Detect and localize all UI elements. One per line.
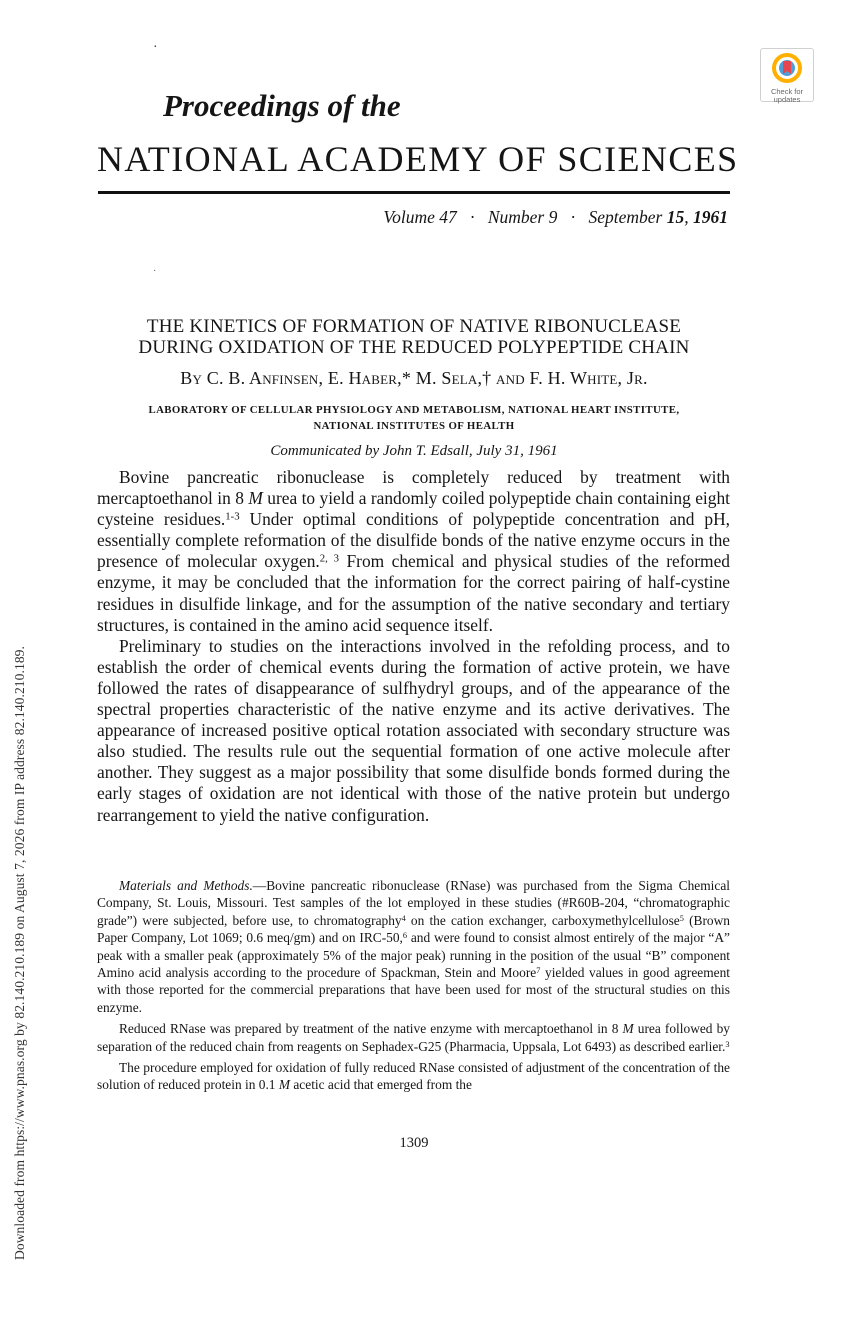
paragraph: Preliminary to studies on the interactions involved in the refolding process, and to establish the order of chemical events during the formation of active protein, we have followed the rates of disappearance of sulfhydryl groups, and of the appearance of the spectral properties characteristic of the native enzyme and its active derivatives. The appearance of increased positive optical rotation associated with secondary structure was also studied. The results rule out the sequential formation of one active molecule after another. They suggest as a major possibility that some disulfide bonds formed during the early stages of oxidation are not identical with those of the native protein but undergo rearrangement to yield the native configuration. [97, 635, 730, 825]
page-number: 1309 [399, 1135, 429, 1151]
communicated-by: Communicated by John T. Edsall, July 31, 1961 [270, 443, 558, 459]
citation: 7 [536, 965, 541, 975]
article-title: THE KINETICS OF FORMATION OF NATIVE RIBONUCLEASE DURING OXIDATION OF THE REDUCED POLYPEPTIDE CHAIN [138, 316, 690, 358]
section-heading: Materials and Methods. [119, 878, 253, 893]
citation: 6 [402, 931, 408, 941]
separator: · [570, 207, 576, 227]
download-note: Downloaded from https://www.pnas.org by 82.140.210.189 on August 7, 2026 from IP address 82.140.210.189. [12, 646, 27, 1260]
paragraph: Bovine pancreatic ribonuclease is completely reduced by treatment with mercaptoethanol in 8 M urea to yield a randomly coiled polypeptide chain containing eight cysteine residues.$^{1-3}$ Under optimal conditions of polypeptide concentration and pH, essentially complete reformation of the disulfide bonds of the native enzyme occurs in the presence of molecular oxygen.$^{2, 3}$ From chemical and physical studies of the reformed enzyme, it may be concluded that the information for the correct pairing of half-cystine residues in disulfide linkage, and for the assumption of the native secondary and tertiary structures, is contained in the amino acid sequence itself. [97, 467, 730, 635]
masthead-rule [98, 191, 730, 194]
citation: 4 [401, 913, 406, 923]
issue-number: Number 9 [487, 207, 558, 227]
stray-mark: · [153, 266, 157, 277]
separator: · [470, 207, 475, 227]
authors: By C. B. Anfinsen, E. Haber,* M. Sela,† and F. H. White, Jr. [180, 368, 648, 388]
check-updates-icon [761, 53, 813, 88]
stray-mark: · [153, 40, 158, 55]
article-body [97, 467, 730, 826]
paragraph: The procedure employed for oxidation of fully reduced RNase consisted of adjustment of the concentration of the solution of reduced protein in 0.1 M acetic acid that emerged from the [97, 1060, 730, 1093]
affiliation: LABORATORY OF CELLULAR PHYSIOLOGY AND METABOLISM, NATIONAL HEART INSTITUTE, NATIONAL INSTITUTES OF HEALTH [148, 404, 680, 432]
volume: Volume 47 [383, 207, 457, 227]
check-updates-label: Check for updates [770, 87, 804, 104]
paragraph: Materials and Methods.—Bovine pancreatic ribonuclease (RNase) was purchased from the Sigma Chemical Company, St. Louis, Missouri. Test samples of the lot employed in these studies (#R60B-204, “chromatographic grade”) were subjected, before use, to chromatography$^4$ on the cation exchanger, carboxymethylcellulose$^5$ (Brown Paper Company, Lot 1069; 0.6 meq/gm) and on IRC-50,$^6$ and were found to consist almost entirely of the major “A” peak with a smaller peak (approximately 5% of the major peak) running in the position of the usual “B” component Amino acid analysis according to the procedure of Spackman, Stein and Moore$^7$ yielded values in good agreement with those reported for the commercial preparations that have been used for most of the structural studies on this enzyme. [97, 878, 730, 1015]
citation: 1-3 [225, 510, 240, 523]
issue-date: September 15, 1961 [588, 207, 728, 227]
citation: 2, 3 [319, 552, 340, 565]
issue-info [383, 207, 728, 228]
journal-title: NATIONAL ACADEMY OF SCIENCES [97, 139, 739, 179]
citation: 3 [725, 1039, 730, 1049]
journal-subtitle: Proceedings of the [163, 88, 401, 123]
citation: 5 [679, 913, 684, 923]
paragraph: Reduced RNase was prepared by treatment of the native enzyme with mercaptoethanol in 8 M urea followed by separation of the reduced chain from reagents on Sephadex-G25 (Pharmacia, Uppsala, Lot 6493) as described earlier.$^3$ [97, 1021, 730, 1054]
check-for-updates-badge[interactable] [760, 48, 814, 102]
methods-section [97, 877, 730, 1094]
